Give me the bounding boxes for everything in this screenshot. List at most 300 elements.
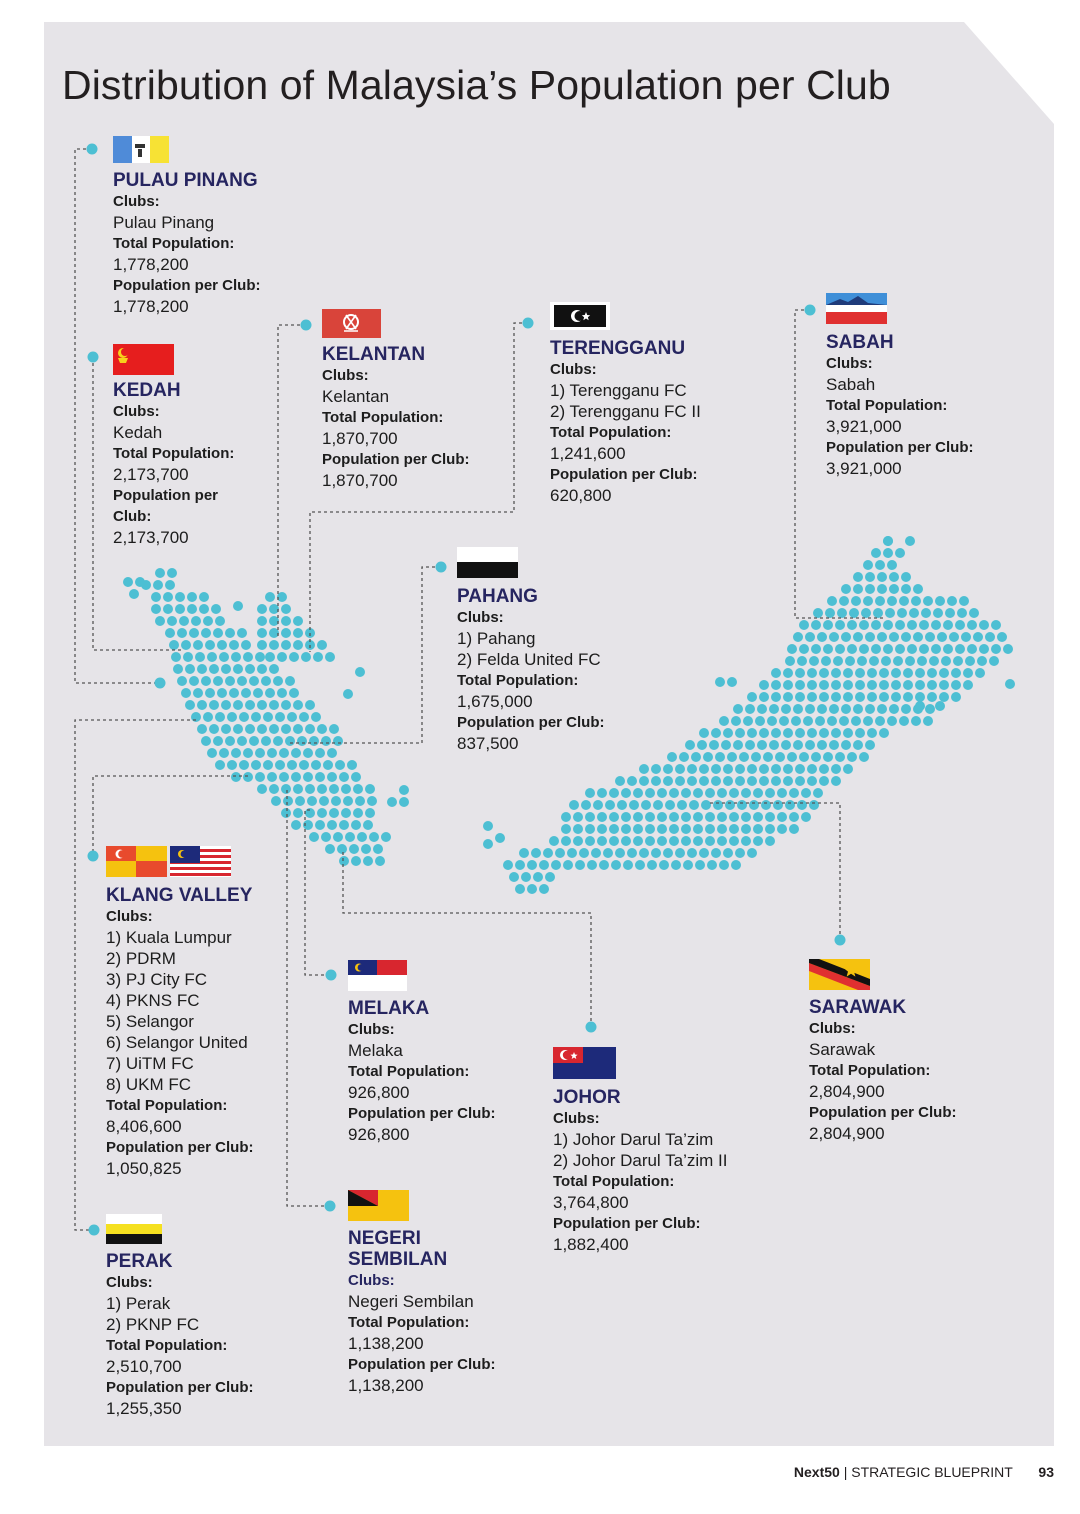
map-dot — [333, 832, 343, 842]
map-dot — [687, 764, 697, 774]
club-name: Sarawak — [809, 1040, 876, 1059]
map-dot — [823, 644, 833, 654]
total-population-value: 3,921,000 — [826, 417, 902, 436]
club-list — [348, 1291, 496, 1312]
map-dot — [723, 848, 733, 858]
map-dot — [609, 812, 619, 822]
map-dot — [759, 764, 769, 774]
map-dot — [793, 704, 803, 714]
connector-line — [710, 803, 840, 940]
map-dot — [277, 688, 287, 698]
map-dot — [749, 800, 759, 810]
population-per-club-label: Population per Club: — [322, 451, 470, 468]
map-dot — [713, 800, 723, 810]
map-dot — [935, 701, 945, 711]
map-dot — [907, 620, 917, 630]
map-dot — [171, 652, 181, 662]
map-dot — [871, 548, 881, 558]
club-name: 4) PKNS FC — [106, 991, 200, 1010]
population-per-club-label: Population per Club: — [106, 1379, 254, 1396]
map-dot — [349, 844, 359, 854]
map-dot — [367, 796, 377, 806]
map-dot — [901, 704, 911, 714]
map-dot — [831, 764, 841, 774]
map-dot — [343, 796, 353, 806]
map-dot — [155, 568, 165, 578]
map-dot — [781, 740, 791, 750]
map-dot — [939, 692, 949, 702]
map-dot — [177, 628, 187, 638]
club-name: Melaka — [348, 1041, 403, 1060]
population-per-club-label: Population per Club: — [457, 714, 605, 731]
map-dot — [657, 824, 667, 834]
region-name: SABAH — [826, 332, 894, 353]
map-dot — [745, 740, 755, 750]
connector-endpoint — [89, 1225, 100, 1236]
map-dot — [155, 616, 165, 626]
map-dot — [641, 800, 651, 810]
map-dot — [753, 836, 763, 846]
map-dot — [711, 728, 721, 738]
map-dot — [253, 688, 263, 698]
map-dot — [267, 772, 277, 782]
map-dot — [733, 704, 743, 714]
map-dot — [539, 860, 549, 870]
map-dot — [591, 848, 601, 858]
map-dot — [183, 652, 193, 662]
map-dot — [657, 836, 667, 846]
map-dot — [733, 740, 743, 750]
map-dot — [309, 736, 319, 746]
map-dot — [279, 748, 289, 758]
map-dot — [639, 848, 649, 858]
population-per-club-value: 2,173,700 — [113, 528, 189, 547]
map-dot — [839, 596, 849, 606]
map-dot — [753, 824, 763, 834]
map-dot — [783, 764, 793, 774]
region-name-line1: NEGERI — [348, 1228, 421, 1249]
map-dot — [269, 640, 279, 650]
map-dot — [341, 784, 351, 794]
map-dot — [605, 800, 615, 810]
map-dot — [913, 632, 923, 642]
map-dot — [201, 628, 211, 638]
club-name: 1) Johor Darul Ta’zim — [553, 1130, 714, 1149]
total-population-label: Total Population: — [106, 1097, 228, 1114]
map-dot — [889, 584, 899, 594]
map-dot — [915, 701, 925, 711]
map-dot — [951, 668, 961, 678]
map-dot — [853, 704, 863, 714]
club-list — [106, 1293, 254, 1335]
map-dot — [807, 668, 817, 678]
map-dot — [939, 680, 949, 690]
map-dot — [757, 704, 767, 714]
map-dot — [669, 812, 679, 822]
map-dot — [689, 800, 699, 810]
map-dot — [877, 632, 887, 642]
map-dot — [305, 724, 315, 734]
map-dot — [515, 860, 525, 870]
population-per-club-label: Population per Club: — [348, 1356, 496, 1373]
map-dot — [659, 860, 669, 870]
club-list — [809, 1039, 957, 1060]
total-population-label: Total Population: — [348, 1063, 470, 1080]
map-dot — [787, 644, 797, 654]
region-pulau-pinang — [113, 170, 261, 317]
map-dot — [679, 752, 689, 762]
region-sabah — [826, 332, 974, 479]
map-dot — [241, 640, 251, 650]
total-population-label: Total Population: — [113, 235, 235, 252]
population-per-club-value: 1,138,200 — [348, 1376, 424, 1395]
map-dot — [657, 788, 667, 798]
total-population-value: 2,804,900 — [809, 1082, 885, 1101]
map-dot — [291, 772, 301, 782]
map-dot — [899, 716, 909, 726]
population-per-club-label: Population per Club: — [826, 439, 974, 456]
club-name: 5) Selangor — [106, 1012, 194, 1031]
map-dot — [919, 620, 929, 630]
map-dot — [879, 680, 889, 690]
map-dot — [759, 776, 769, 786]
selangor-flag — [106, 846, 167, 877]
population-per-club-label: Population per Club: — [106, 1139, 254, 1156]
map-dot — [735, 848, 745, 858]
map-dot — [231, 772, 241, 782]
map-dot — [185, 700, 195, 710]
melaka-flag — [348, 960, 407, 991]
map-dot — [819, 680, 829, 690]
map-dot — [943, 644, 953, 654]
map-dot — [165, 580, 175, 590]
map-dot — [219, 748, 229, 758]
map-dot — [891, 692, 901, 702]
map-dot — [533, 872, 543, 882]
club-name: 1) Perak — [106, 1294, 171, 1313]
map-dot — [599, 860, 609, 870]
map-dot — [281, 640, 291, 650]
map-dot — [669, 824, 679, 834]
club-name: 2) PDRM — [106, 949, 176, 968]
map-dot — [191, 616, 201, 626]
map-dot — [337, 844, 347, 854]
club-name: 3) PJ City FC — [106, 970, 208, 989]
map-dot — [609, 824, 619, 834]
map-dot — [281, 808, 291, 818]
map-dot — [167, 616, 177, 626]
map-dot — [233, 601, 243, 611]
map-dot — [573, 812, 583, 822]
region-name: JOHOR — [553, 1087, 621, 1108]
map-dot — [951, 692, 961, 702]
map-dot — [245, 700, 255, 710]
region-johor — [553, 1087, 727, 1255]
map-dot — [741, 836, 751, 846]
map-dot — [865, 704, 875, 714]
map-dot — [307, 796, 317, 806]
map-dot — [193, 688, 203, 698]
map-dot — [831, 692, 841, 702]
map-dot — [721, 740, 731, 750]
map-dot — [777, 812, 787, 822]
map-dot — [699, 848, 709, 858]
club-name: Kelantan — [322, 387, 390, 406]
map-dot — [293, 628, 303, 638]
map-dot — [167, 568, 177, 578]
map-dot — [135, 577, 145, 587]
club-name: 7) UiTM FC — [106, 1054, 194, 1073]
map-dot — [617, 800, 627, 810]
map-dot — [901, 584, 911, 594]
map-dot — [737, 800, 747, 810]
total-population-value: 1,778,200 — [113, 255, 189, 274]
map-dot — [209, 664, 219, 674]
connector-endpoint — [326, 970, 337, 981]
map-dot — [895, 644, 905, 654]
map-dot — [317, 724, 327, 734]
page-footer — [794, 1464, 1054, 1480]
map-dot — [267, 748, 277, 758]
map-dot — [351, 820, 361, 830]
map-dot — [703, 752, 713, 762]
map-dot — [883, 536, 893, 546]
population-per-club-label: Population per Club: — [113, 277, 261, 294]
map-dot — [805, 704, 815, 714]
map-dot — [567, 848, 577, 858]
map-dot — [789, 824, 799, 834]
map-dot — [767, 716, 777, 726]
map-dot — [875, 596, 885, 606]
map-dot — [861, 608, 871, 618]
map-dot — [221, 664, 231, 674]
connector-line — [287, 790, 330, 1206]
map-dot — [909, 608, 919, 618]
map-dot — [281, 616, 291, 626]
map-dot — [245, 724, 255, 734]
map-dot — [787, 752, 797, 762]
total-population-label: Total Population: — [809, 1062, 931, 1079]
total-population-value: 2,173,700 — [113, 465, 189, 484]
map-dot — [729, 812, 739, 822]
region-name: KLANG VALLEY — [106, 885, 253, 906]
population-per-club-label-line1: Population per — [113, 487, 218, 504]
clubs-label: Clubs: — [113, 193, 160, 210]
map-dot — [883, 620, 893, 630]
map-dot — [531, 848, 541, 858]
map-dot — [783, 692, 793, 702]
map-dot — [797, 656, 807, 666]
map-dot — [917, 656, 927, 666]
map-dot — [831, 776, 841, 786]
map-dot — [765, 812, 775, 822]
map-dot — [975, 668, 985, 678]
map-dot — [621, 836, 631, 846]
map-dot — [291, 820, 301, 830]
map-dot — [325, 652, 335, 662]
map-dot — [297, 736, 307, 746]
region-name: PERAK — [106, 1251, 173, 1272]
map-dot — [795, 728, 805, 738]
map-dot — [927, 680, 937, 690]
map-dot — [723, 776, 733, 786]
map-dot — [889, 704, 899, 714]
map-dot — [287, 760, 297, 770]
map-dot — [281, 604, 291, 614]
map-dot — [819, 776, 829, 786]
map-dot — [881, 656, 891, 666]
map-dot — [771, 776, 781, 786]
club-name: Pulau Pinang — [113, 213, 215, 232]
map-dot — [483, 839, 493, 849]
map-dot — [321, 736, 331, 746]
map-dot — [645, 788, 655, 798]
map-dot — [651, 848, 661, 858]
map-dot — [991, 644, 1001, 654]
map-dot — [695, 860, 705, 870]
map-dot — [879, 692, 889, 702]
map-dot — [653, 800, 663, 810]
map-dot — [551, 860, 561, 870]
map-dot — [603, 848, 613, 858]
map-dot — [899, 596, 909, 606]
map-dot — [587, 860, 597, 870]
map-dot — [651, 764, 661, 774]
map-dot — [585, 788, 595, 798]
map-dot — [241, 688, 251, 698]
clubs-label: Clubs: — [457, 609, 504, 626]
map-dot — [353, 808, 363, 818]
map-dot — [693, 788, 703, 798]
map-dot — [573, 836, 583, 846]
map-dot — [627, 848, 637, 858]
map-dot — [219, 652, 229, 662]
clubs-label: Clubs: — [106, 1274, 153, 1291]
map-dot — [935, 596, 945, 606]
map-dot — [907, 644, 917, 654]
map-dot — [519, 848, 529, 858]
map-dot — [973, 632, 983, 642]
map-dot — [837, 608, 847, 618]
map-dot — [839, 716, 849, 726]
map-dot — [751, 752, 761, 762]
map-dot — [317, 808, 327, 818]
map-dot — [867, 728, 877, 738]
club-name: 2) PKNP FC — [106, 1315, 200, 1334]
map-dot — [863, 560, 873, 570]
map-dot — [915, 668, 925, 678]
map-dot — [741, 788, 751, 798]
map-dot — [771, 764, 781, 774]
map-dot — [357, 832, 367, 842]
map-dot — [281, 700, 291, 710]
map-dot — [943, 620, 953, 630]
map-dot — [339, 820, 349, 830]
map-dot — [639, 776, 649, 786]
map-dot — [215, 760, 225, 770]
map-dot — [399, 785, 409, 795]
map-dot — [967, 620, 977, 630]
map-dot — [841, 704, 851, 714]
map-dot — [257, 700, 267, 710]
map-dot — [199, 604, 209, 614]
map-dot — [991, 620, 1001, 630]
map-dot — [927, 668, 937, 678]
map-dot — [747, 728, 757, 738]
map-dot — [819, 728, 829, 738]
map-dot — [819, 668, 829, 678]
population-per-club-value: 1,870,700 — [322, 471, 398, 490]
club-list — [457, 628, 605, 670]
map-dot — [691, 752, 701, 762]
total-population-value: 1,675,000 — [457, 692, 533, 711]
map-dot — [227, 760, 237, 770]
map-dot — [293, 640, 303, 650]
map-dot — [249, 736, 259, 746]
map-dot — [327, 820, 337, 830]
map-dot — [361, 844, 371, 854]
map-dot — [687, 776, 697, 786]
map-dot — [681, 836, 691, 846]
map-dot — [189, 628, 199, 638]
map-dot — [677, 800, 687, 810]
map-dot — [927, 692, 937, 702]
map-dot — [805, 740, 815, 750]
map-dot — [889, 572, 899, 582]
map-dot — [849, 608, 859, 618]
map-dot — [747, 692, 757, 702]
map-dot — [835, 620, 845, 630]
clubs-label: Clubs: — [348, 1272, 395, 1289]
map-dot — [709, 740, 719, 750]
map-dot — [339, 856, 349, 866]
population-per-club-label: Population per Club: — [809, 1104, 957, 1121]
map-dot — [345, 832, 355, 842]
map-dot — [783, 776, 793, 786]
map-dot — [747, 764, 757, 774]
map-dot — [891, 668, 901, 678]
map-dot — [273, 736, 283, 746]
kelantan-flag — [322, 309, 381, 338]
map-dot — [321, 832, 331, 842]
map-dot — [851, 716, 861, 726]
map-dot — [877, 584, 887, 594]
map-dot — [859, 644, 869, 654]
map-dot — [351, 856, 361, 866]
map-dot — [715, 677, 725, 687]
map-dot — [645, 812, 655, 822]
johor-flag — [553, 1047, 616, 1079]
total-population-value: 2,510,700 — [106, 1357, 182, 1376]
map-dot — [807, 728, 817, 738]
clubs-label: Clubs: — [826, 355, 873, 372]
map-dot — [265, 652, 275, 662]
map-dot — [329, 784, 339, 794]
map-dot — [855, 692, 865, 702]
map-dot — [867, 680, 877, 690]
map-dot — [293, 784, 303, 794]
map-dot — [579, 848, 589, 858]
map-dot — [873, 608, 883, 618]
map-dot — [711, 764, 721, 774]
map-dot — [723, 728, 733, 738]
map-dot — [783, 728, 793, 738]
map-dot — [799, 752, 809, 762]
map-dot — [985, 632, 995, 642]
map-dot — [851, 596, 861, 606]
map-dot — [669, 788, 679, 798]
map-dot — [311, 760, 321, 770]
